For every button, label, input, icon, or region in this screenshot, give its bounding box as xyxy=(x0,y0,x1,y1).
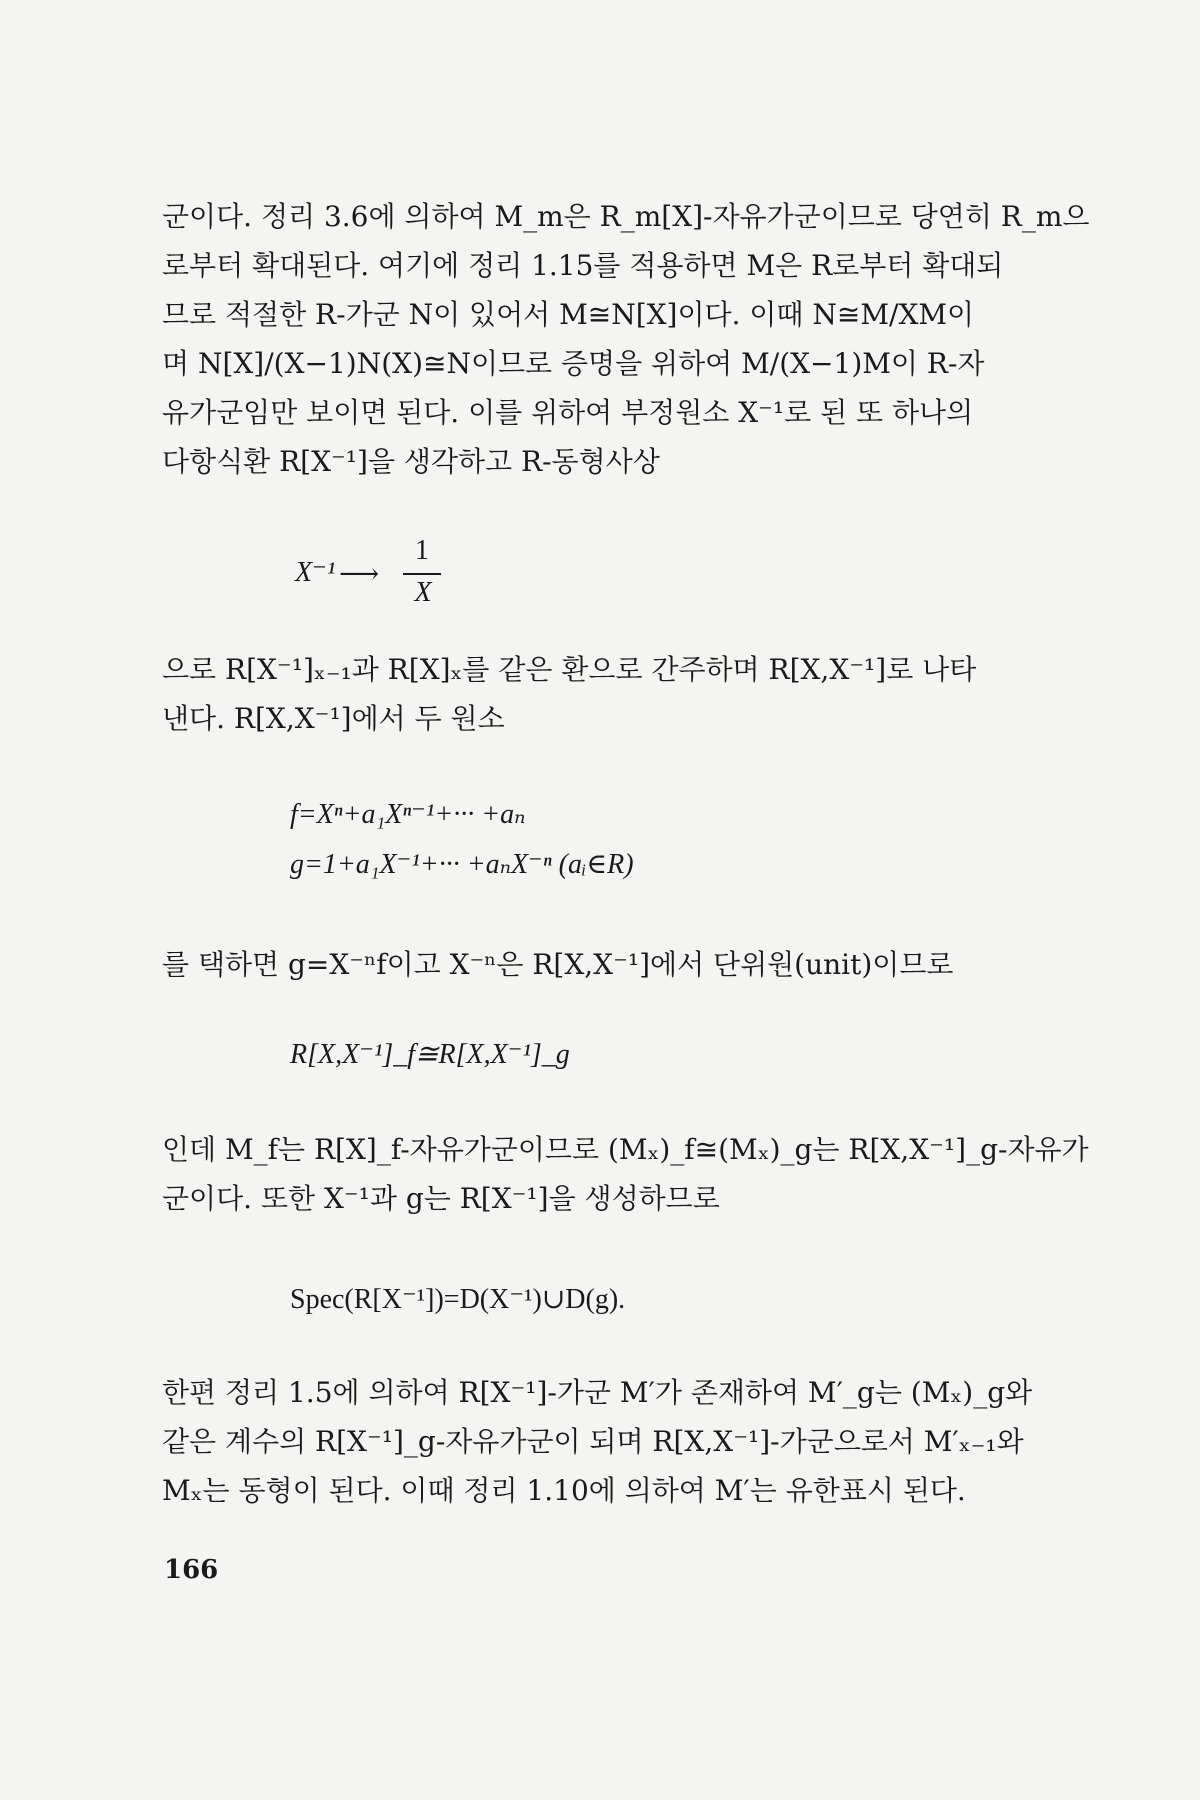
page-number: 166 xyxy=(164,1555,219,1585)
isomorphism-formula: R[X,X⁻¹]_f≅R[X,X⁻¹]_g xyxy=(290,1039,570,1070)
fraction-numerator: 1 xyxy=(415,535,429,566)
paragraph-2 xyxy=(162,645,1042,743)
text-line: Mₓ는 동형이 된다. 이때 정리 1.10에 의하여 M′는 유한표시 된다. xyxy=(162,1474,966,1507)
paragraph-3 xyxy=(162,940,1042,989)
text-line: 유가군임만 보이면 된다. 이를 위하여 부정원소 X⁻¹로 된 또 하나의 xyxy=(162,396,974,429)
paragraph-4 xyxy=(162,1125,1089,1223)
map-formula xyxy=(295,535,455,615)
formula-lhs: X⁻¹ xyxy=(295,557,336,588)
text-line: 를 택하면 g=X⁻ⁿf이고 X⁻ⁿ은 R[X,X⁻¹]에서 단위원(unit)이므로 xyxy=(162,948,954,981)
text-line: 다항식환 R[X⁻¹]을 생각하고 R-동형사상 xyxy=(162,445,660,478)
fraction-denominator: X xyxy=(414,577,432,608)
text-line: 군이다. 또한 X⁻¹과 g는 R[X⁻¹]을 생성하므로 xyxy=(162,1182,720,1215)
text-line: 므로 적절한 R-가군 N이 있어서 M≅N[X]이다. 이때 N≅M/XM이 xyxy=(162,298,975,331)
polynomial-f: f=Xⁿ+a₁Xⁿ⁻¹+··· +aₙ xyxy=(290,799,526,830)
text-line: 군이다. 정리 3.6에 의하여 M_m은 R_m[X]-자유가군이므로 당연히 R_m으 xyxy=(162,200,1090,233)
fraction-bar xyxy=(403,573,441,575)
text-line: 며 N[X]/(X−1)N(X)≅N이므로 증명을 위하여 M/(X−1)M이 R-자 xyxy=(162,347,985,380)
text-line: 로부터 확대된다. 여기에 정리 1.15를 적용하면 M은 R로부터 확대되 xyxy=(162,249,1004,282)
text-line: 으로 R[X⁻¹]ₓ₋₁과 R[X]ₓ를 같은 환으로 간주하며 R[X,X⁻¹]로 나타 xyxy=(162,653,977,686)
text-line: 낸다. R[X,X⁻¹]에서 두 원소 xyxy=(162,702,505,735)
polynomial-g: g=1+a₁X⁻¹+··· +aₙX⁻ⁿ (aᵢ∈R) xyxy=(290,849,634,880)
arrow-icon: ⟶ xyxy=(339,559,380,590)
text-line: 한편 정리 1.5에 의하여 R[X⁻¹]-가군 M′가 존재하여 M′_g는 (Mₓ)_g와 xyxy=(162,1376,1033,1409)
text-line: 같은 계수의 R[X⁻¹]_g-자유가군이 되며 R[X,X⁻¹]-가군으로서 M′ₓ₋₁와 xyxy=(162,1425,1024,1458)
spec-formula: Spec(R[X⁻¹])=D(X⁻¹)∪D(g). xyxy=(290,1284,626,1315)
paragraph-1 xyxy=(162,192,1090,486)
paragraph-5 xyxy=(162,1368,1042,1515)
text-line: 인데 M_f는 R[X]_f-자유가군이므로 (Mₓ)_f≅(Mₓ)_g는 R[X,X⁻¹]_g-자유가 xyxy=(162,1133,1089,1166)
